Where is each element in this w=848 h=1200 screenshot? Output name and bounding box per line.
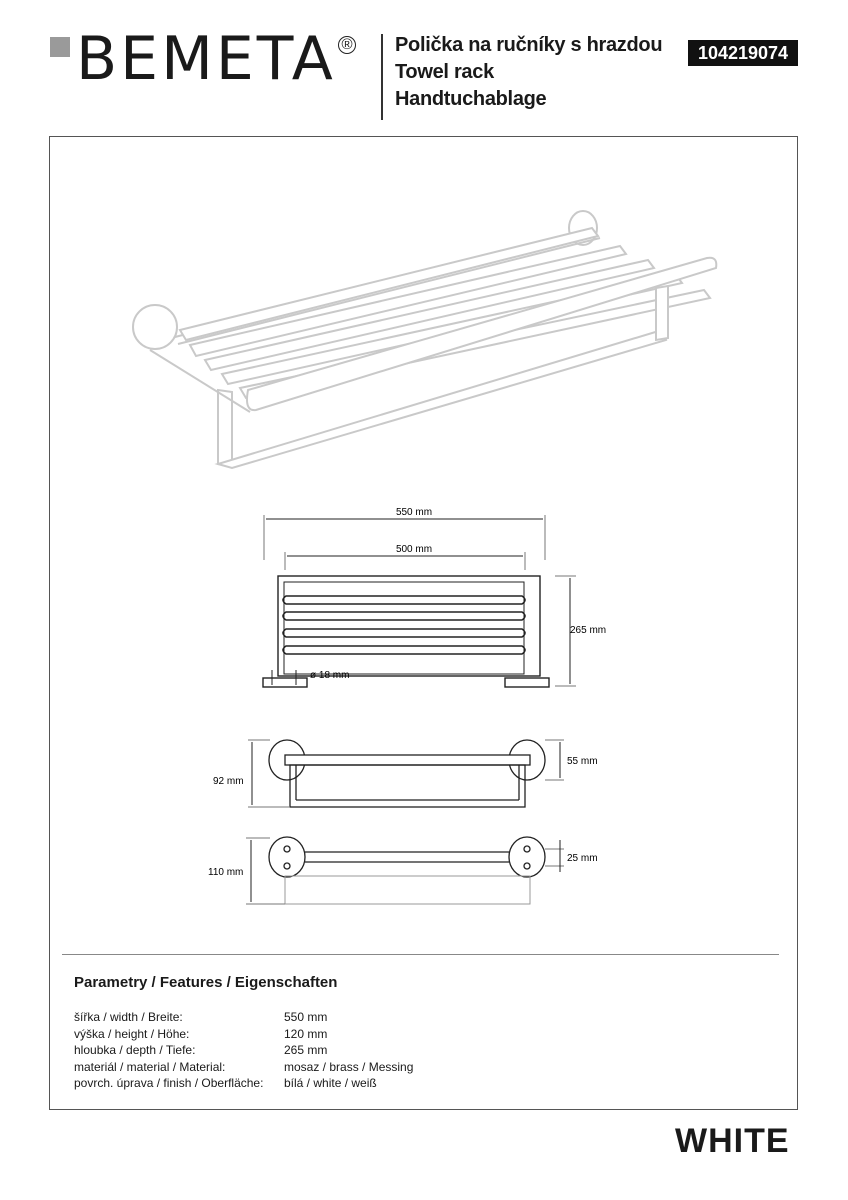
product-code: 104219074 [688,40,798,66]
spec-value: 120 mm [284,1026,328,1041]
spec-row [74,1042,413,1059]
product-illustration [133,211,716,468]
dim-rosette: 25 mm [567,853,598,864]
spec-value: 550 mm [284,1010,328,1024]
features-title: Parametry / Features / Eigenschaften [74,974,338,991]
front-view [263,515,576,687]
side-view [248,740,564,807]
spec-label: hloubka / depth / Tiefe: [74,1043,196,1057]
title-czech: Polička na ručníky s hrazdou [395,34,663,56]
spec-label: šířka / width / Breite: [74,1010,183,1024]
top-view [246,837,564,904]
features-divider [62,954,779,955]
dim-depth: 265 mm [570,625,607,636]
spec-value: 265 mm [284,1043,328,1057]
brand-logo: BEMETA [76,24,336,94]
title-english: Towel rack [395,61,494,83]
spec-row [74,1075,413,1092]
title-german: Handtuchablage [395,88,547,110]
finish-label: WHITE [675,1122,790,1160]
dim-tube-diameter: ø 18 mm [310,670,350,681]
dim-bottom-depth: 110 mm [208,867,244,878]
spec-label: materiál / material / Material: [74,1059,226,1074]
dim-inner-width: 500 mm [395,544,433,555]
spec-row [74,1026,413,1043]
spec-label: povrch. úprava / finish / Oberfläche: [74,1076,264,1090]
spec-row [74,1059,413,1076]
spec-label: výška / height / Höhe: [74,1026,190,1041]
registered-symbol: ® [341,36,353,53]
dim-side-height: 92 mm [213,776,244,787]
spec-value: bílá / white / weiß [284,1076,377,1090]
spec-table [74,1009,413,1092]
spec-value: mosaz / brass / Messing [284,1059,414,1074]
spec-row [74,1009,413,1026]
dim-overall-width: 550 mm [395,507,433,518]
dim-top-height: 55 mm [567,756,598,767]
